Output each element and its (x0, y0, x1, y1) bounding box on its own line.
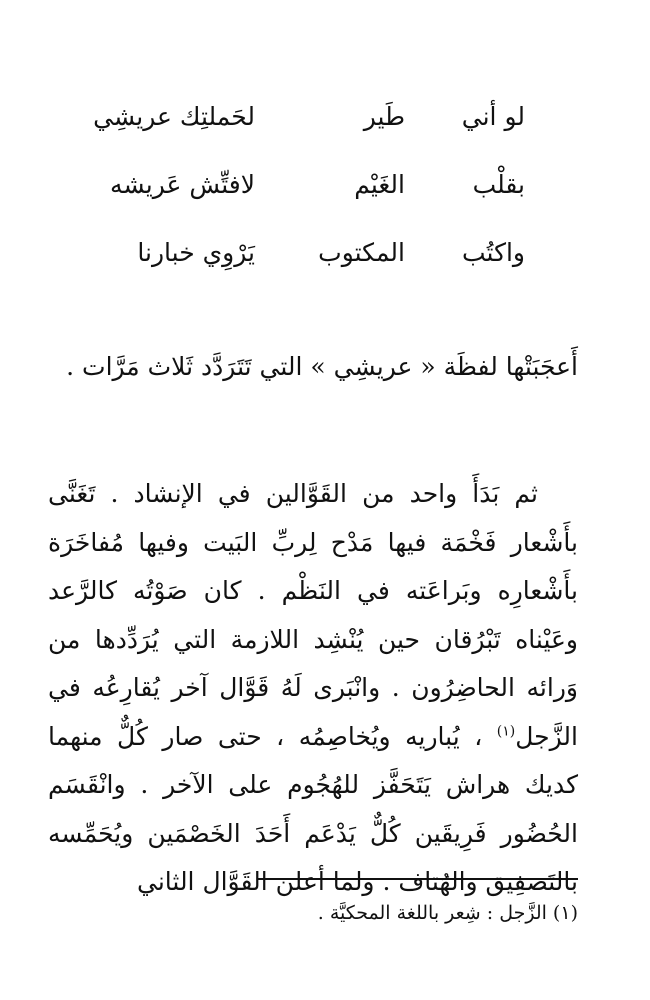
paragraph-text (48, 470, 578, 907)
paragraph-text-part: ، يُباريه ويُخاصِمُه ، حتى صار كُلٌّ منهما كديك هراش يَتَحَفَّز للهُجُوم على الآخر . وانْقَسَم الحُضُور فَرِيقَين كُلٌّ يَدْعَم أَحَدَ الخَصْمَين ويُحَمِّسه بالتَصفِيق والهُتاف . ولما أعلن القَوَّال الثاني (48, 721, 578, 896)
poem-word: بقلْب (472, 169, 525, 199)
poem (93, 82, 525, 286)
poem-word: لحَملتِك عريشِي (93, 101, 255, 131)
poem-word: الغَيْم (354, 169, 405, 199)
poem-word: لافتِّش عَريشه (110, 169, 255, 199)
footnote: (١) الزَّجل : شِعر باللغة المحكيَّة . (317, 902, 578, 924)
poem-word: لو أني (461, 101, 525, 131)
comment-paragraph: أَعجَبَتْها لفظَة « عريشِي » التي تَتَرَدَّد ثَلاث مَرَّات . (66, 352, 578, 381)
footnote-reference: (١) (496, 723, 516, 740)
poem-word: طَير (363, 101, 405, 131)
poem-line (93, 82, 525, 150)
footnote-divider (258, 878, 578, 880)
poem-word: واكتُب (461, 237, 525, 267)
poem-word: المكتوب (318, 237, 405, 267)
poem-line (110, 150, 525, 218)
poem-line (125, 218, 525, 286)
paragraph-text-part: ثم بَدَأَ واحد من القَوَّالين في الإنشاد . تَغَنَّى بأَشْعار فَخْمَة فيها مَدْح لِربِّ البَيت وفيها مُفاخَرَة بأَشْعارِه وبَراعَته في النَظْم . كان صَوْتُه كالرَّعد وعَيْناه تَبْرُقان حين يُنْشِد اللازمة التي يُرَدِّدها من وَرائه الحاضِرُون . وانْبَرى لَهُ قَوَّال آخر يُقارِعُه في الزَّجل (48, 479, 578, 751)
body-paragraph (48, 470, 578, 907)
poem-word: يَرْوِي خبارنا (137, 237, 255, 267)
